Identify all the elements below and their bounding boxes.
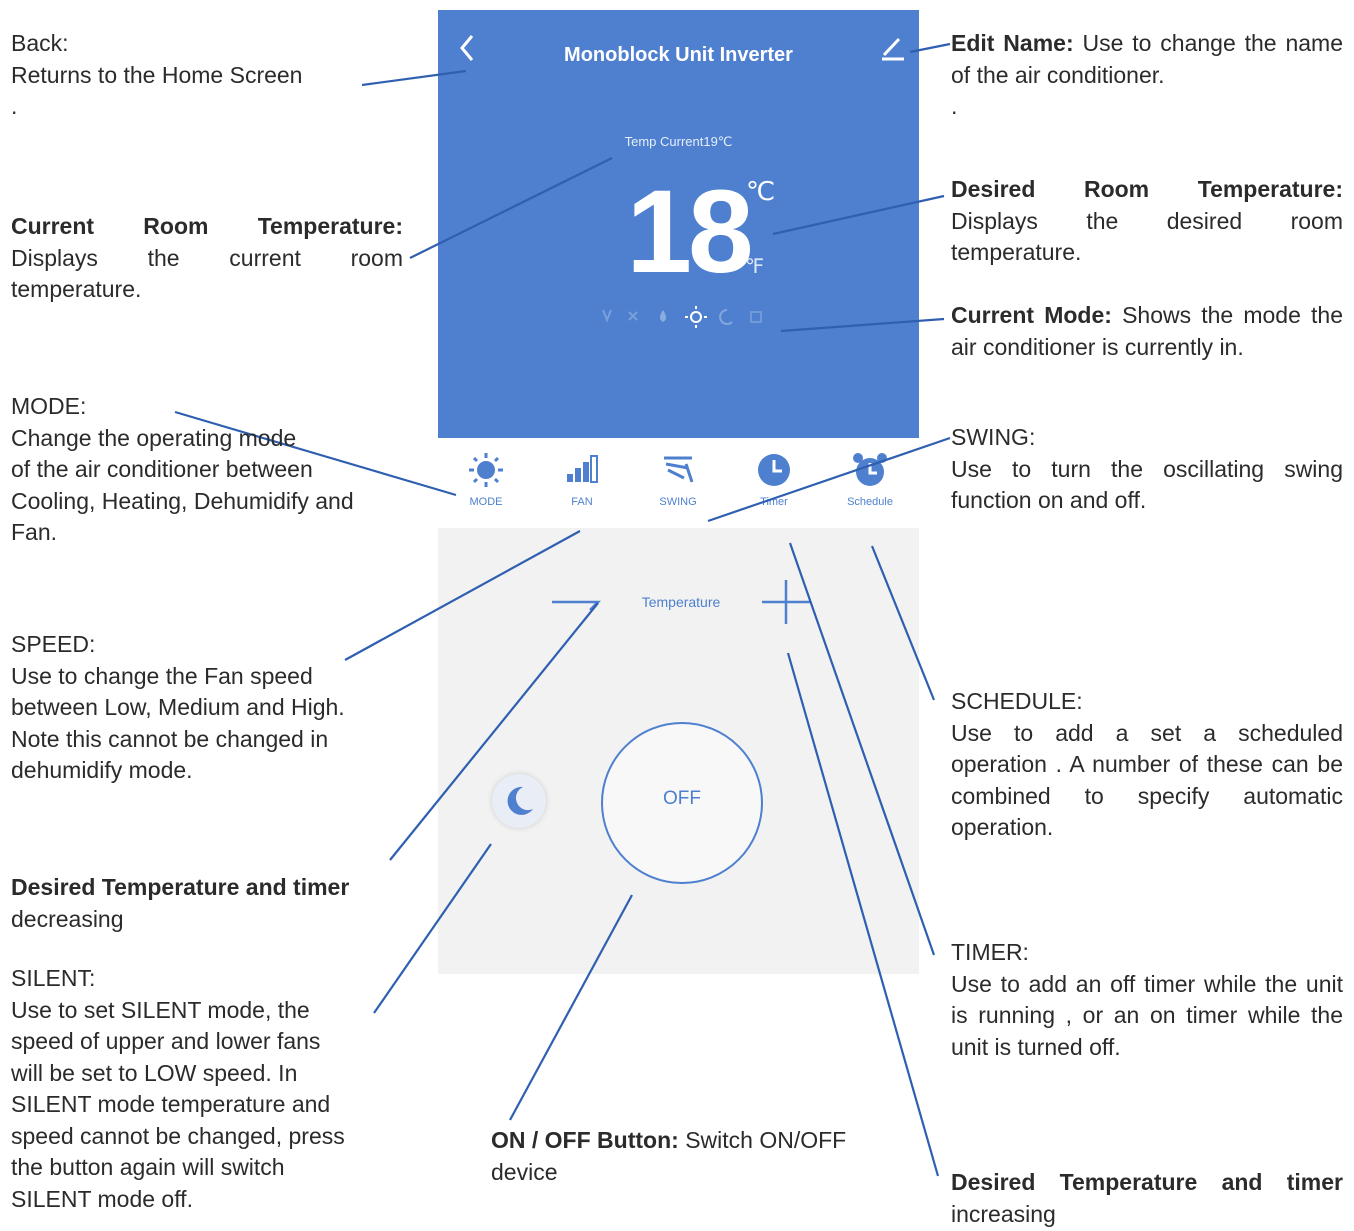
annotation-swing-title: SWING:: [951, 424, 1036, 450]
annotation-temp-decrease-title: Desired Temperature and timer: [11, 874, 350, 900]
annotation-speed: [11, 629, 411, 787]
annotation-mode-title: MODE:: [11, 393, 87, 419]
annotation-current-temp-title: Current Room Temperature:: [11, 213, 403, 239]
annotation-current-mode-text: Shows the mode the air conditioner is currently in.: [951, 302, 1343, 360]
annotation-temp-increase-title: Desired Temperature and timer: [951, 1169, 1343, 1195]
edit-pencil-icon[interactable]: [880, 34, 906, 62]
annotation-desired-temp-title: Desired Room Temperature:: [951, 176, 1343, 202]
silent-mode-button[interactable]: [492, 774, 546, 828]
annotation-silent-line: speed cannot be changed, press: [11, 1122, 345, 1149]
annotation-edit-name-title: Edit Name:: [951, 30, 1074, 56]
annotation-temp-increase-text: increasing: [951, 1200, 1056, 1227]
fan-speed-icon: [562, 452, 602, 488]
celsius-unit[interactable]: ℃: [746, 176, 776, 206]
control-panel: [438, 528, 919, 974]
annotation-temp-decrease-text: decreasing: [11, 905, 124, 932]
annotation-timer: [951, 937, 1343, 1063]
annotation-current-mode: [951, 300, 1343, 363]
annotation-onoff-text2: device: [491, 1158, 558, 1185]
annotation-speed-line: Note this cannot be changed in: [11, 725, 329, 752]
mode-auto-faint-icon: [751, 312, 761, 322]
annotation-speed-line: between Low, Medium and High.: [11, 694, 345, 720]
alarm-clock-icon: [850, 452, 890, 488]
tab-fan[interactable]: [534, 446, 630, 528]
current-mode-indicator: [593, 302, 763, 330]
current-room-temperature: Temp Current19℃: [624, 134, 733, 149]
tab-swing-label: SWING: [659, 496, 697, 508]
annotation-mode-line: of the air conditioner between: [11, 456, 313, 482]
annotation-speed-line: dehumidify mode.: [11, 757, 193, 783]
annotation-timer-text: Use to add an off timer while the unit is running , or an on timer while the unit is turned off.: [951, 970, 1343, 1060]
annotation-onoff: [491, 1125, 911, 1188]
annotation-timer-title: TIMER:: [951, 939, 1029, 965]
tab-timer-label: Timer: [760, 496, 788, 508]
annotation-swing-text: Use to turn the oscillating swing function on and off.: [951, 455, 1343, 513]
desired-temperature-value: 18: [626, 166, 750, 298]
annotation-desired-temp: [951, 174, 1343, 269]
annotation-temp-decrease: [11, 872, 411, 935]
power-button[interactable]: [601, 722, 763, 884]
annotation-silent-line: SILENT mode temperature and: [11, 1091, 331, 1117]
annotation-schedule: [951, 686, 1343, 844]
mode-sun-active-icon: [685, 306, 707, 328]
moon-icon: [503, 785, 535, 817]
mode-moon-faint-icon: [720, 310, 732, 324]
mode-drop-faint-icon: [660, 310, 666, 322]
clock-icon: [754, 452, 794, 488]
annotation-silent-line: the button again will switch: [11, 1154, 285, 1180]
annotation-silent-title: SILENT:: [11, 965, 96, 991]
mode-dehumidify-faint-icon: [603, 310, 611, 320]
annotation-current-temp-text: Displays the current room temperature.: [11, 244, 403, 302]
tab-mode-label: MODE: [469, 496, 503, 508]
annotation-edit-name: Edit Name: Use to change the name of the air conditioner. .: [951, 30, 1343, 119]
annotation-mode: [11, 391, 411, 549]
temperature-decrease-button[interactable]: [550, 598, 602, 614]
annotation-silent: [11, 963, 411, 1215]
annotation-mode-line: Cooling, Heating, Dehumidify and: [11, 487, 354, 514]
tab-schedule[interactable]: [822, 446, 918, 528]
annotation-desired-temp-text: Displays the desired room temperature.: [951, 207, 1343, 265]
annotation-onoff-text: Switch ON/OFF: [685, 1127, 847, 1153]
tab-schedule-label: Schedule: [847, 496, 893, 508]
tab-timer[interactable]: [726, 446, 822, 528]
annotation-back-title: Back:: [11, 30, 69, 56]
annotation-edit-name-text: Use to change the name of the air conditioner.: [951, 30, 1343, 88]
power-button-label: OFF: [663, 788, 701, 809]
tab-swing[interactable]: [630, 446, 726, 528]
annotation-mode-line: Change the operating mode: [11, 424, 297, 451]
mode-fan-faint-icon: [629, 312, 637, 320]
tab-fan-label: FAN: [571, 496, 593, 508]
annotation-silent-line: speed of upper and lower fans: [11, 1028, 321, 1054]
annotation-onoff-title: ON / OFF Button:: [491, 1127, 679, 1153]
swing-icon: [658, 452, 698, 488]
temperature-label: Temperature: [641, 594, 721, 610]
control-tab-bar: [438, 438, 919, 528]
annotation-silent-line: will be set to LOW speed. In: [11, 1059, 298, 1086]
tab-mode[interactable]: [438, 446, 534, 528]
annotation-current-mode-title: Current Mode:: [951, 302, 1112, 328]
annotation-silent-line: SILENT mode off.: [11, 1185, 193, 1212]
annotation-mode-line: Fan.: [11, 519, 58, 545]
annotation-current-temp: [11, 211, 403, 306]
annotation-schedule-title: SCHEDULE:: [951, 688, 1083, 714]
fahrenheit-unit[interactable]: ℉: [745, 256, 765, 278]
annotation-silent-line: Use to set SILENT mode, the: [11, 996, 310, 1023]
app-header-panel: [438, 10, 919, 438]
annotation-speed-line: Use to change the Fan speed: [11, 662, 313, 689]
annotation-temp-increase: [951, 1167, 1343, 1230]
app-title: Monoblock Unit Inverter: [564, 44, 793, 66]
temperature-increase-button[interactable]: [760, 578, 812, 626]
annotation-speed-title: SPEED:: [11, 631, 96, 657]
annotation-back-text: Returns to the Home Screen: [11, 61, 303, 88]
sun-icon: [466, 452, 506, 488]
annotation-back: Back: Returns to the Home Screen .: [11, 28, 361, 123]
annotation-schedule-text: Use to add a set a scheduled operation . A number of these can be combined to specify automatic operation.: [951, 719, 1343, 840]
annotation-swing: [951, 422, 1343, 517]
